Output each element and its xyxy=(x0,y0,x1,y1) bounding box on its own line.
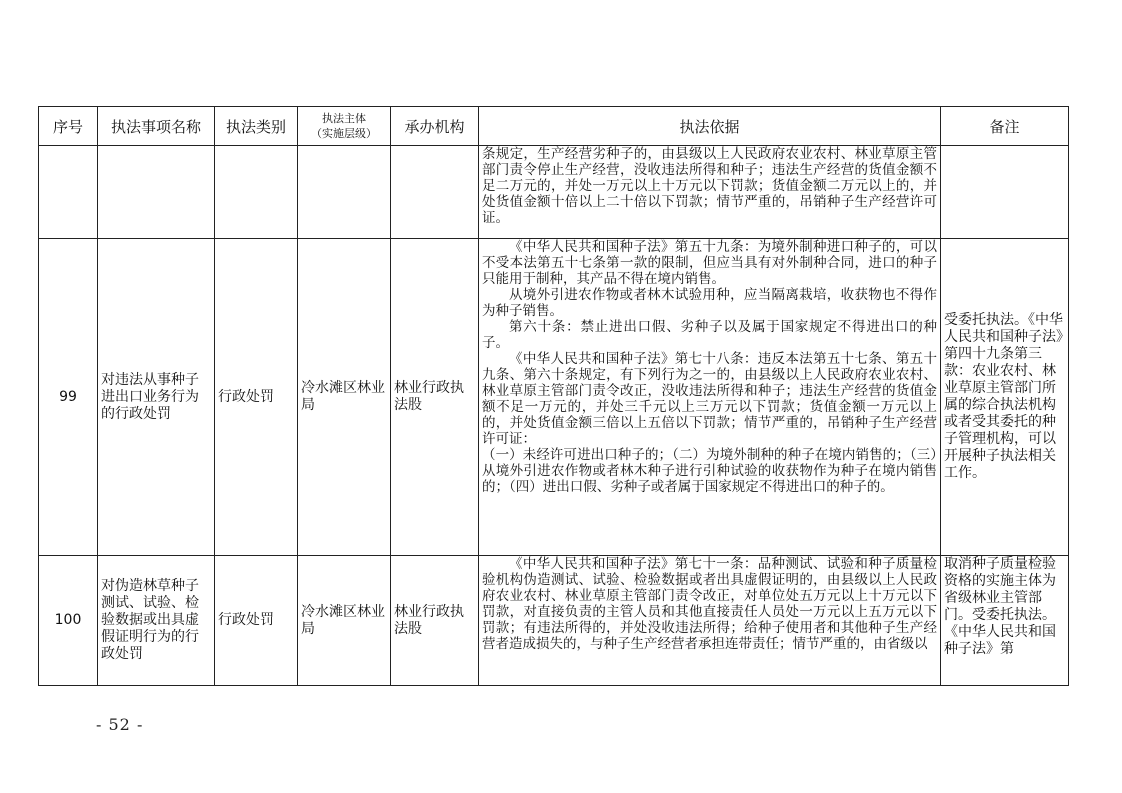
table-row xyxy=(39,556,1069,686)
cell-basis xyxy=(479,556,941,686)
basis-paragraph: （一）未经许可进出口种子的；（二）为境外制种的种子在境内销售的；（三）从境外引进农作物或者林木种子进行引种试验的收获物作为种子在境内销售的；（四）进出口假、劣种子或者属于国家规定不得进出口的种子的。 xyxy=(482,447,937,495)
cell-seq: 100 xyxy=(39,556,98,686)
cell-note: 受委托执法。《中华人民共和国种子法》第四十九条第三款：农业农村、林业草原主管部门所属的综合执法机构或者受其委托的种子管理机构，可以开展种子执法相关工作。 xyxy=(941,239,1069,556)
cell-category: 行政处罚 xyxy=(215,239,298,556)
header-subject-line2: （实施层级） xyxy=(311,127,377,140)
cell-org: 林业行政执法股 xyxy=(391,239,479,556)
cell-subject: 冷水滩区林业局 xyxy=(298,556,391,686)
header-subject xyxy=(298,107,391,146)
basis-paragraph: 从境外引进农作物或者林木试验用种，应当隔离栽培，收获物也不得作为种子销售。 xyxy=(482,287,937,319)
cell-org: 林业行政执法股 xyxy=(391,556,479,686)
cell-category xyxy=(215,146,298,239)
header-org: 承办机构 xyxy=(391,107,479,146)
header-name: 执法事项名称 xyxy=(98,107,215,146)
cell-basis xyxy=(479,146,941,239)
header-basis: 执法依据 xyxy=(479,107,941,146)
cell-category: 行政处罚 xyxy=(215,556,298,686)
header-category: 执法类别 xyxy=(215,107,298,146)
cell-seq xyxy=(39,146,98,239)
cell-name: 对伪造林草种子测试、试验、检验数据或出具虚假证明行为的行政处罚 xyxy=(98,556,215,686)
cell-seq: 99 xyxy=(39,239,98,556)
basis-paragraph: 《中华人民共和国种子法》第七十八条：违反本法第五十七条、第五十九条、第六十条规定，有下列行为之一的，由县级以上人民政府农业农村、林业草原主管部门责令改正，没收违法所得和种子；违法生产经营的货值金额不足一万元的，并处三千元以上三万元以下罚款；货值金额一万元以上的，并处货值金额三倍以上五倍以下罚款；情节严重的，吊销种子生产经营许可证： xyxy=(482,351,937,447)
cell-note: 取消种子质量检验资格的实施主体为省级林业主管部门。受委托执法。《中华人民共和国种子法》第 xyxy=(941,556,1069,686)
header-subject-line1: 执法主体 xyxy=(322,112,366,125)
basis-paragraph: 《中华人民共和国种子法》第五十九条：为境外制种进口种子的，可以不受本法第五十七条第一款的限制，但应当具有对外制种合同，进口的种子只能用于制种，其产品不得在境内销售。 xyxy=(482,239,937,287)
basis-paragraph: 第六十条：禁止进出口假、劣种子以及属于国家规定不得进出口的种子。 xyxy=(482,319,937,351)
cell-subject: 冷水滩区林业局 xyxy=(298,239,391,556)
cell-note xyxy=(941,146,1069,239)
basis-paragraph: 条规定，生产经营劣种子的，由县级以上人民政府农业农村、林业草原主管部门责令停止生产经营，没收违法所得和种子；违法生产经营的货值金额不足二万元的，并处一万元以上十万元以下罚款；货值金额二万元以上的，并处货值金额十倍以上二十倍以下罚款；情节严重的，吊销种子生产经营许可证。 xyxy=(482,146,937,226)
table-row xyxy=(39,146,1069,239)
cell-subject xyxy=(298,146,391,239)
page-number: - 52 - xyxy=(96,715,144,734)
enforcement-table xyxy=(38,106,1069,686)
header-seq: 序号 xyxy=(39,107,98,146)
table-header-row xyxy=(39,107,1069,146)
table-row xyxy=(39,239,1069,556)
cell-name: 对违法从事种子进出口业务行为的行政处罚 xyxy=(98,239,215,556)
header-note: 备注 xyxy=(941,107,1069,146)
basis-paragraph: 《中华人民共和国种子法》第七十一条：品种测试、试验和种子质量检验机构伪造测试、试验、检验数据或者出具虚假证明的，由县级以上人民政府农业农村、林业草原主管部门责令改正，对单位处五万元以上十万元以下罚款，对直接负责的主管人员和其他直接责任人员处一万元以上五万元以下罚款；有违法所得的，并处没收违法所得；给种子使用者和其他种子生产经营者造成损失的，与种子生产经营者承担连带责任；情节严重的，由省级以 xyxy=(482,556,937,652)
cell-name xyxy=(98,146,215,239)
cell-basis xyxy=(479,239,941,556)
cell-org xyxy=(391,146,479,239)
